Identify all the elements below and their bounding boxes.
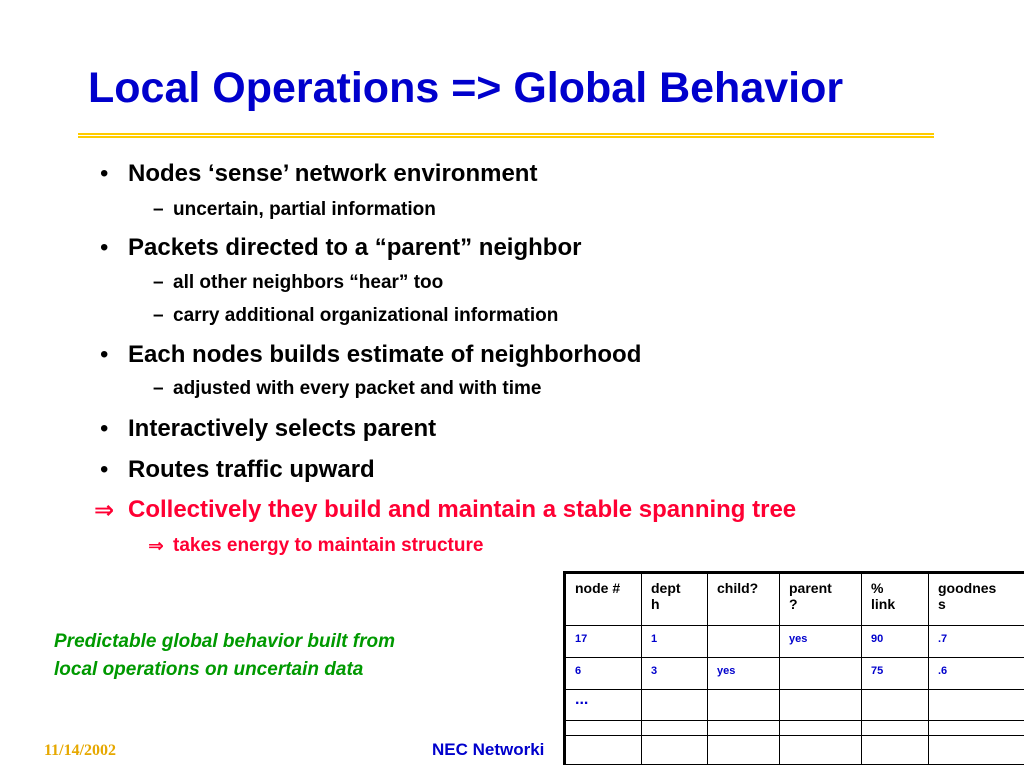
bullet-marker: • — [100, 160, 109, 187]
sub-conclusion-text: takes energy to maintain structure — [173, 535, 484, 556]
callout-line: local operations on uncertain data — [54, 659, 364, 680]
table-cell: 1 — [642, 626, 708, 658]
bullet-text: Each nodes builds estimate of neighborhood — [128, 341, 642, 368]
sub-bullet-marker: – — [153, 272, 164, 293]
table-cell — [780, 690, 862, 721]
sub-bullet-marker: – — [153, 305, 164, 326]
table-row — [565, 721, 1024, 736]
table-cell: 17 — [565, 626, 642, 658]
table-cell — [565, 736, 642, 765]
bullet-marker: • — [100, 234, 109, 261]
table-cell — [862, 690, 929, 721]
table-cell — [708, 626, 780, 658]
table-row — [565, 658, 1024, 690]
header-cell: dept h — [642, 573, 708, 626]
bullet-marker: • — [100, 415, 109, 442]
table-header-row — [565, 573, 1024, 626]
sub-bullet-marker: – — [153, 199, 164, 220]
header-cell: goodnes s — [929, 573, 1024, 626]
header-cell: parent ? — [780, 573, 862, 626]
sub-bullet-marker: – — [153, 378, 164, 399]
neighborhood-table — [563, 571, 1024, 765]
bullet-text: Interactively selects parent — [128, 415, 437, 442]
table-cell — [929, 690, 1024, 721]
conclusion-text: Collectively they build and maintain a stable spanning tree — [128, 496, 797, 523]
table-cell — [929, 721, 1024, 736]
table-cell: 6 — [565, 658, 642, 690]
table-cell — [708, 736, 780, 765]
sub-bullet-text: all other neighbors “hear” too — [173, 272, 444, 293]
table-cell: 75 — [862, 658, 929, 690]
table-cell — [862, 721, 929, 736]
table-cell: ... — [565, 690, 642, 721]
sub-bullet-text: uncertain, partial information — [173, 199, 436, 220]
bullet-marker: • — [100, 456, 109, 483]
header-cell: child? — [708, 573, 780, 626]
bullet-text: Routes traffic upward — [128, 456, 375, 483]
header-cell: node # — [565, 573, 642, 626]
table-cell — [642, 736, 708, 765]
title-underline — [78, 133, 934, 138]
sub-bullet-text: adjusted with every packet and with time — [173, 378, 542, 399]
bullet-marker: • — [100, 341, 109, 368]
bullet-text: Packets directed to a “parent” neighbor — [128, 234, 582, 261]
table-cell: .7 — [929, 626, 1024, 658]
table-cell — [780, 658, 862, 690]
header-cell: % link — [862, 573, 929, 626]
footer-organization: NEC Networki — [432, 740, 545, 759]
table-row — [565, 626, 1024, 658]
bullet-text: Nodes ‘sense’ network environment — [128, 160, 538, 187]
table-cell — [929, 736, 1024, 765]
table-cell: .6 — [929, 658, 1024, 690]
implies-arrow-icon: ⇒ — [148, 536, 164, 557]
implies-arrow-icon: ⇒ — [94, 497, 115, 524]
table-row — [565, 736, 1024, 765]
slide-title: Local Operations => Global Behavior — [88, 64, 844, 112]
sub-bullet-text: carry additional organizational information — [173, 305, 559, 326]
table-cell — [642, 690, 708, 721]
table-row — [565, 690, 1024, 721]
callout-note — [54, 628, 395, 684]
table-cell — [642, 721, 708, 736]
table-cell — [780, 736, 862, 765]
table-cell — [862, 736, 929, 765]
table-cell — [708, 721, 780, 736]
table-cell: 3 — [642, 658, 708, 690]
table-cell: 90 — [862, 626, 929, 658]
table-cell — [565, 721, 642, 736]
table-cell — [708, 690, 780, 721]
footer-date: 11/14/2002 — [44, 742, 117, 759]
table-cell: yes — [708, 658, 780, 690]
table-cell — [780, 721, 862, 736]
callout-line: Predictable global behavior built from — [54, 631, 395, 652]
table-cell: yes — [780, 626, 862, 658]
